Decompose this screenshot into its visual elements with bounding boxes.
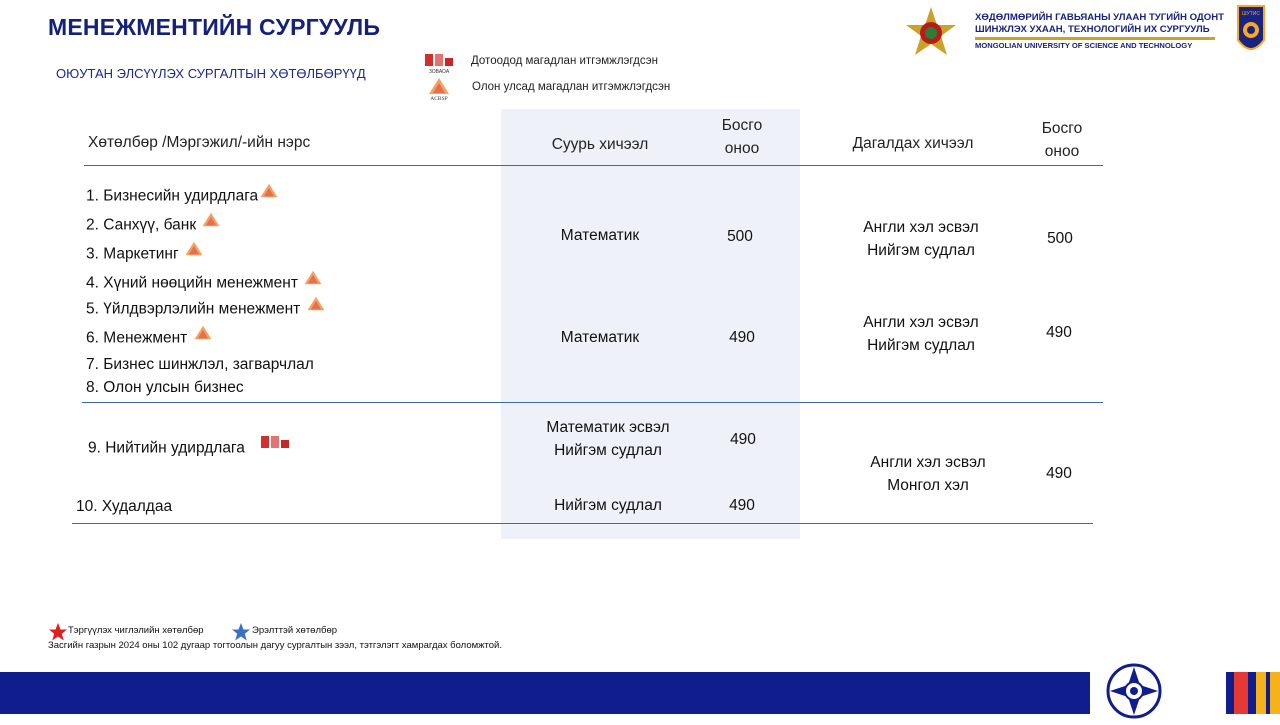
footer-stripe-yellow [1256,672,1266,714]
acbsp-icon [200,211,222,240]
footer-stripe-yellow-2 [1270,672,1280,714]
header-threshold: Босго оноо [721,117,763,157]
program-row: 4. Хүний нөөцийн менежмент [86,269,324,298]
acbsp-icon [192,324,214,353]
footer-stripe-red [1234,672,1248,714]
header-base-subject: Суурь хичээл [551,136,649,153]
header-program: Хөтөлбөр /Мэргэжил/-ийн нэрс [88,134,311,151]
footnote-decree: Засгийн газрын 2024 оны 102 дугаар тогтоолын дагуу сургалтын зээл, тэтгэлэгт хамрагдах боломжтой. [48,640,502,651]
legend-domestic: Дотоодод магадлан итгэмжлэгдсэн [471,55,658,67]
acbsp-icon [305,295,327,324]
group1-base-subject: Математик [560,227,640,244]
page-subtitle: ОЮУТАН ЭЛСҮҮЛЭХ СУРГАЛТЫН ХӨТӨЛБӨРҮҮД [56,66,366,81]
acbsp-icon [302,269,324,298]
program-row-9: 9. Нийтийн удирдлага [88,434,291,463]
program-group-2 [86,295,327,399]
group3-extra-score: 490 [1046,465,1072,482]
program-row: 7. Бизнес шинжлэл, загварчлал [86,356,314,373]
svg-text:ACBSP: ACBSP [430,96,448,101]
group1-extra-subject: Англи хэл эсвэл Нийгэм судлал [863,219,979,259]
program-row: 2. Санхүү, банк [86,211,324,240]
group2-extra-score: 490 [1046,324,1072,341]
header-extra-subject: Дагалдах хичээл [852,135,974,152]
program-row: 1. Бизнесийн удирдлага [86,182,324,211]
acbsp-icon [183,240,205,269]
footnote-priority: Тэргүүлэх чиглэлийн хөтөлбөр [68,625,204,636]
program-row: 5. Үйлдвэрлэлийн менежмент [86,295,327,324]
header-divider [84,165,1103,166]
university-name-en: MONGOLIAN UNIVERSITY OF SCIENCE AND TECHNOLOGY [975,41,1193,50]
group1-base-score: 500 [727,228,753,245]
group2-extra-subject: Англи хэл эсвэл Нийгэм судлал [863,314,979,354]
svg-text:ЗОВАОА: ЗОВАОА [428,69,450,74]
acbsp-badge-icon [426,77,452,106]
svg-text:ШУТИС: ШУТИС [1241,11,1261,17]
group2-base-score: 490 [729,329,755,346]
footer-bar [0,672,1280,714]
group3-extra-subject: Англи хэл эсвэл Монгол хэл [870,454,986,494]
program-row: 8. Олон улсын бизнес [86,379,244,396]
university-emblem-icon [1103,661,1165,725]
header-threshold2: Босго оноо [1041,120,1083,160]
table-bottom-line [72,523,1093,524]
group1-extra-score: 500 [1047,230,1073,247]
legend-international: Олон улсад магадлан итгэмжлэгдсэн [472,81,671,93]
page-title: МЕНЕЖМЕНТИЙН СУРГУУЛЬ [48,14,381,40]
program9-score: 490 [730,431,756,448]
acbsp-icon [258,182,280,211]
order-medal-icon [904,6,958,65]
footnote-demand: Эрэлттэй хөтөлбөр [252,625,338,636]
program-row: 3. Маркетинг [86,240,324,269]
domestic-badge-icon [423,52,455,79]
program-row: 6. Менежмент [86,324,327,353]
program10-base-subject: Нийгэм судлал [554,497,662,514]
domestic-badge-icon [259,434,291,463]
university-shield-icon [1236,4,1266,63]
program-row-10: 10. Худалдаа [76,498,173,515]
base-subject-column [501,109,800,539]
program10-score: 490 [729,497,755,514]
group-divider [82,402,1103,403]
program-group-1 [86,182,324,298]
university-name: ХӨДӨЛМӨРИЙН ГАВЬЯАНЫ УЛААН ТУГИЙН ОДОНТ ШИНЖЛЭХ УХААН, ТЕХНОЛОГИЙН ИХ СУРГУУЛЬ [975,12,1225,40]
program9-base-subject: Математик эсвэл Нийгэм судлал [546,419,670,459]
group2-base-subject: Математик [560,329,640,346]
